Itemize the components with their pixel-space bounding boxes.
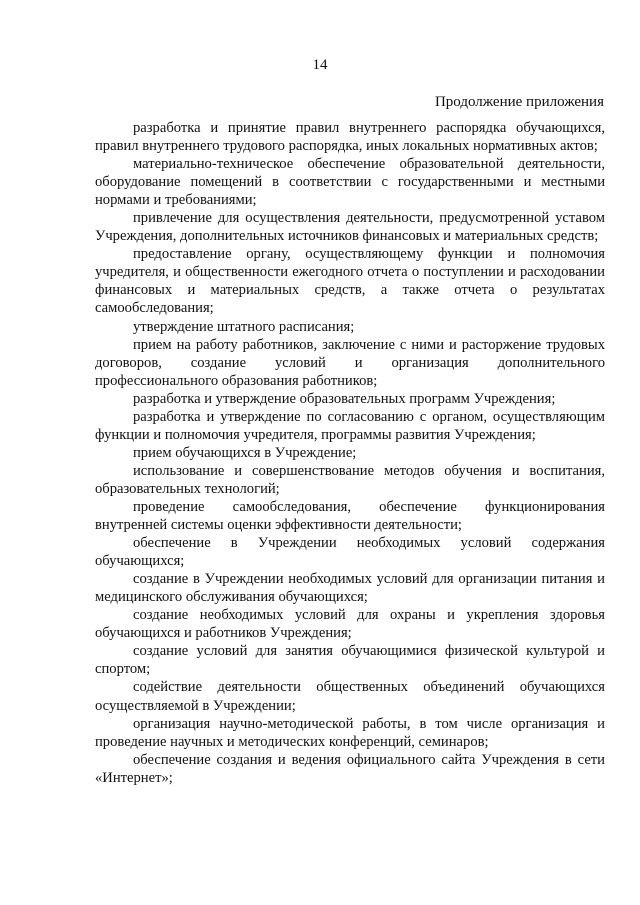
- paragraph: содействие деятельности общественных объединений обучающихся осуществляемой в Учреждении;: [95, 679, 605, 714]
- page-number: 14: [312, 57, 328, 73]
- paragraph: разработка и утверждение по согласованию с органом, осуществляющим функции и полномочия учредителя, программы развития Учреждения;: [95, 408, 605, 443]
- paragraph: материально-техническое обеспечение образовательной деятельности, оборудование помещений в соответствии с государственными и местными нормами и требованиями;: [95, 156, 605, 209]
- continuation-label: Продолжение приложения: [434, 94, 604, 110]
- paragraph: использование и совершенствование методов обучения и воспитания, образовательных технологий;: [95, 462, 605, 497]
- paragraph: разработка и принятие правил внутреннего распорядка обучающихся, правил внутреннего трудового распорядка, иных локальных нормативных актов;: [95, 120, 605, 155]
- document-body: [95, 119, 605, 787]
- paragraph: создание в Учреждении необходимых условий для организации питания и медицинского обслуживания обучающихся;: [95, 571, 605, 606]
- paragraph: предоставление органу, осуществляющему функции и полномочия учредителя, и общественности ежегодного отчета о поступлении и расходовании финансовых и материальных средств, а также отчета о результатах самообследования;: [95, 246, 605, 317]
- paragraph: организация научно-методической работы, в том числе организация и проведение научных и методических конференций, семинаров;: [95, 715, 605, 750]
- paragraph: прием на работу работников, заключение с ними и расторжение трудовых договоров, создание условий и организация дополнительного профессионального образования работников;: [95, 336, 605, 389]
- paragraph: создание необходимых условий для охраны и укрепления здоровья обучающихся и работников Учреждения;: [95, 607, 605, 642]
- paragraph: разработка и утверждение образовательных программ Учреждения;: [133, 390, 556, 407]
- paragraph: привлечение для осуществления деятельности, предусмотренной уставом Учреждения, дополнительных источников финансовых и материальных средств;: [95, 210, 605, 245]
- paragraph: утверждение штатного расписания;: [133, 318, 355, 335]
- paragraph: создание условий для занятия обучающимися физической культурой и спортом;: [95, 643, 605, 678]
- paragraph: обеспечение в Учреждении необходимых условий содержания обучающихся;: [95, 535, 605, 570]
- paragraph: прием обучающихся в Учреждение;: [133, 444, 357, 461]
- paragraph: обеспечение создания и ведения официального сайта Учреждения в сети «Интернет»;: [95, 751, 605, 786]
- paragraph: проведение самообследования, обеспечение функционирования внутренней системы оценки эффективности деятельности;: [95, 498, 605, 534]
